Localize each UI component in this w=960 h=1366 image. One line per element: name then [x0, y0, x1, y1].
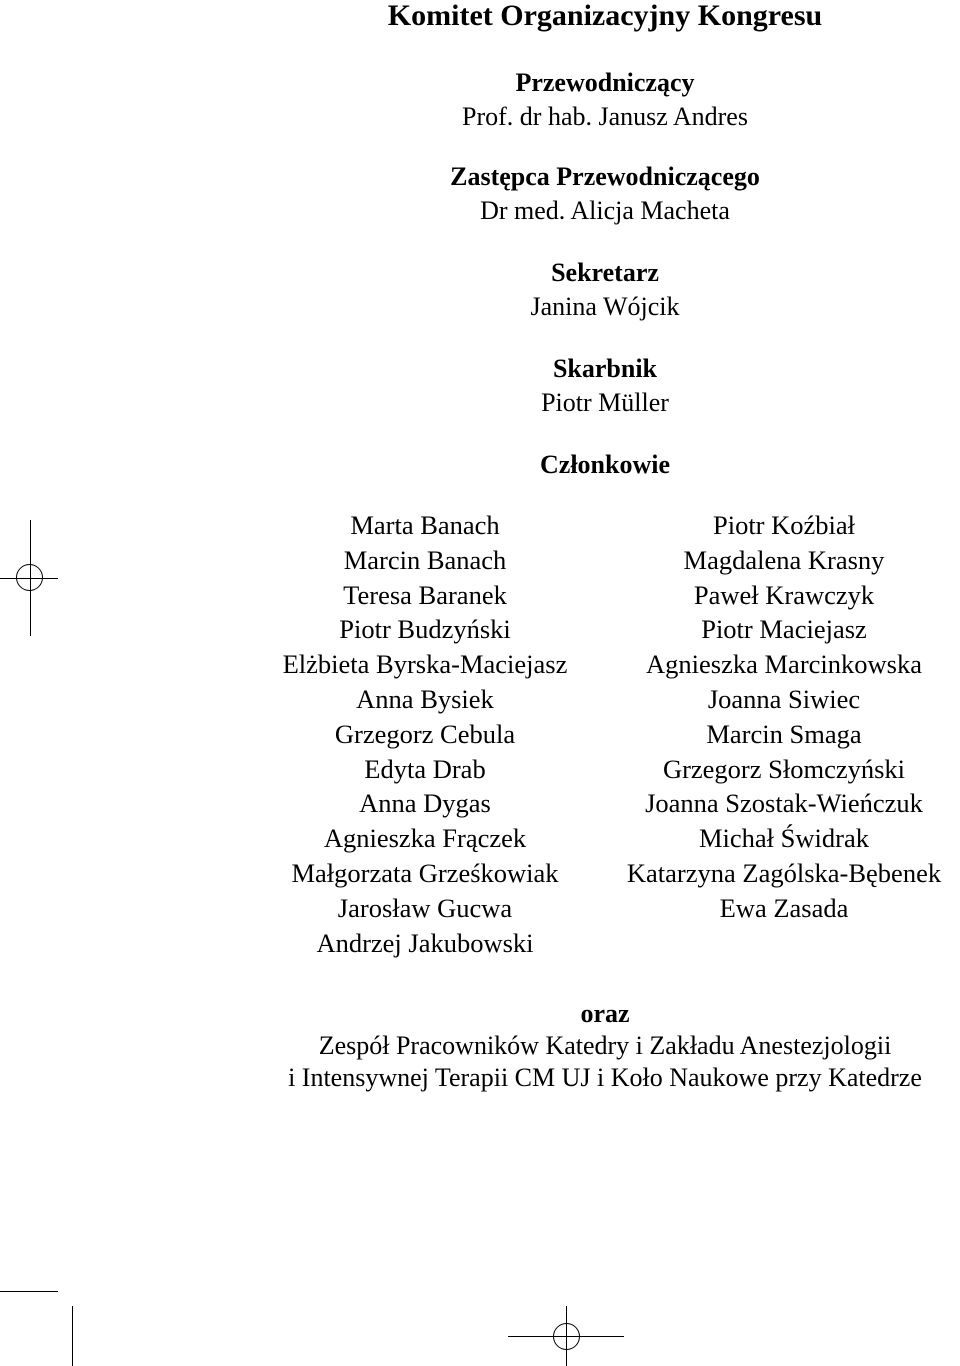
- footer-note: [0, 998, 960, 1094]
- list-item: Marta Banach: [350, 510, 500, 540]
- list-item: Elżbieta Byrska-Maciejasz: [282, 649, 568, 680]
- role-name: Dr med. Alicja Macheta: [480, 196, 730, 225]
- role-secretary: [0, 256, 960, 324]
- list-item: Agnieszka Frączek: [323, 823, 527, 854]
- footer-line: Zespół Pracowników Katedry i Zakładu Anestezjologii: [318, 1031, 892, 1060]
- footer-line: i Intensywnej Terapii CM UJ i Koło Naukowe przy Katedrze: [288, 1063, 922, 1092]
- list-item: Małgorzata Grześkowiak: [291, 857, 559, 888]
- list-item: Grzegorz Cebula: [334, 718, 516, 749]
- list-item: Piotr Koźbiał: [712, 510, 856, 540]
- role-title: Przewodniczący: [515, 68, 695, 97]
- role-treasurer: [0, 352, 960, 420]
- crop-mark-vertical: [72, 1306, 73, 1366]
- role-name: Piotr Müller: [541, 388, 669, 417]
- list-item: Katarzyna Zagólska-Bębenek: [626, 857, 942, 888]
- list-item: Edyta Drab: [364, 753, 486, 784]
- role-deputy-chairman: [0, 160, 960, 228]
- list-item: Ewa Zasada: [719, 892, 849, 923]
- list-item: Marcin Smaga: [706, 718, 862, 749]
- list-item: Joanna Siwiec: [707, 683, 861, 714]
- list-item: Agnieszka Marcinkowska: [646, 649, 922, 680]
- list-item: Piotr Maciejasz: [701, 614, 867, 645]
- role-title: Sekretarz: [551, 258, 659, 287]
- role-name: Janina Wójcik: [530, 292, 680, 321]
- role-title: Zastępca Przewodniczącego: [450, 162, 760, 191]
- list-item: Grzegorz Słomczyński: [662, 753, 906, 784]
- role-chairman: [0, 66, 960, 134]
- list-item: Anna Dygas: [359, 788, 491, 819]
- list-item: Paweł Krawczyk: [693, 579, 875, 610]
- footer-heading: oraz: [580, 999, 630, 1028]
- crop-mark-horizontal: [0, 1291, 58, 1292]
- list-item: Michał Świdrak: [698, 823, 869, 854]
- list-item: Teresa Baranek: [343, 579, 507, 610]
- list-item: Andrzej Jakubowski: [316, 927, 534, 958]
- members-list-right: [598, 508, 960, 926]
- list-item: Marcin Banach: [343, 544, 507, 575]
- page-title: Komitet Organizacyjny Kongresu: [387, 0, 823, 32]
- members-heading: Członkowie: [540, 450, 670, 479]
- role-title: Skarbnik: [552, 354, 658, 383]
- list-item: Jarosław Gucwa: [337, 892, 513, 923]
- list-item: Joanna Szostak-Wieńczuk: [645, 788, 923, 819]
- list-item: Piotr Budzyński: [339, 614, 511, 645]
- registration-circle-icon: [553, 1323, 580, 1350]
- list-item: Anna Bysiek: [356, 683, 494, 714]
- members-list-left: [240, 508, 610, 960]
- list-item: Magdalena Krasny: [683, 544, 885, 575]
- registration-circle-icon: [16, 564, 43, 591]
- role-name: Prof. dr hab. Janusz Andres: [462, 102, 748, 131]
